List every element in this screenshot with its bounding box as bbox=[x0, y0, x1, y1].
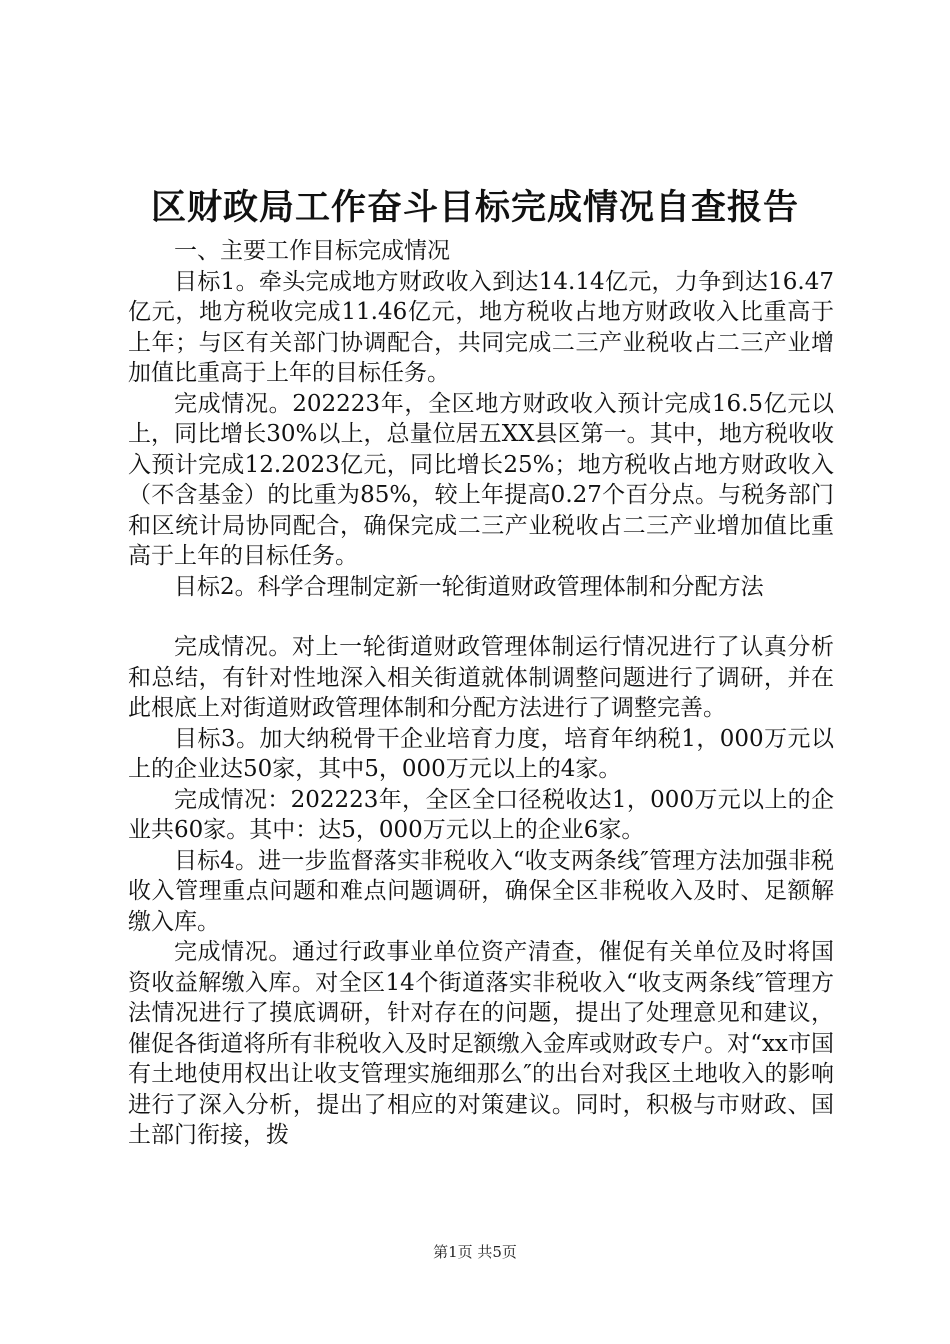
paragraph-goal-4: 目标4。进一步监督落实非税收入“收支两条线″管理方法加强非税收入管理重点问题和难点问题调研，确保全区非税收入及时、足额解缴入库。 bbox=[128, 847, 834, 935]
paragraph-goal-3: 目标3。加大纳税骨干企业培育力度，培育年纳税1，000万元以上的企业达50家，其中5，000万元以上的4家。 bbox=[128, 725, 834, 782]
document-title: 区财政局工作奋斗目标完成情况自查报告 bbox=[150, 187, 799, 228]
document-body bbox=[128, 236, 834, 1151]
paragraph-result-1: 完成情况。202223年，全区地方财政收入预计完成16.5亿元以上，同比增长30%以上，总量位居五XX县区第一。其中，地方税收收入预计完成12.2023亿元，同比增长25%；地方税收占地方财政收入（不含基金）的比重为85%，较上年提高0.27个百分点。与税务部门和区统计局协同配合，确保完成二三产业税收占二三产业增加值比重高于上年的目标任务。 bbox=[128, 390, 834, 569]
page-footer: 第1页 共5页 bbox=[433, 1243, 517, 1261]
paragraph-goal-2: 目标2。科学合理制定新一轮街道财政管理体制和分配方法 bbox=[174, 573, 764, 600]
paragraph-result-4: 完成情况。通过行政事业单位资产清查，催促有关单位及时将国资收益解缴入库。对全区14个街道落实非税收入“收支两条线″管理方法情况进行了摸底调研，针对存在的问题，提出了处理意见和建议，催促各街道将所有非税收入及时足额缴入金库或财政专户。对“xx市国有土地使用权出让收支管理实施细那么″的出台对我区土地收入的影响进行了深入分析，提出了相应的对策建议。同时，积极与市财政、国土部门衔接，拨 bbox=[128, 939, 834, 1148]
section-heading: 一、主要工作目标完成情况 bbox=[174, 238, 450, 264]
paragraph-result-2: 完成情况。对上一轮街道财政管理体制运行情况进行了认真分析和总结，有针对性地深入相关街道就体制调整问题进行了调研，并在此根底上对街道财政管理体制和分配方法进行了调整完善。 bbox=[128, 634, 834, 721]
paragraph-result-3: 完成情况：202223年，全区全口径税收达1，000万元以上的企业共60家。其中：达5，000万元以上的企业6家。 bbox=[128, 786, 834, 843]
paragraph-goal-1: 目标1。牵头完成地方财政收入到达14.14亿元，力争到达16.47亿元，地方税收完成11.46亿元，地方税收占地方财政收入比重高于上年；与区有关部门协调配合，共同完成二三产业税收占二三产业增加值比重高于上年的目标任务。 bbox=[128, 268, 834, 386]
